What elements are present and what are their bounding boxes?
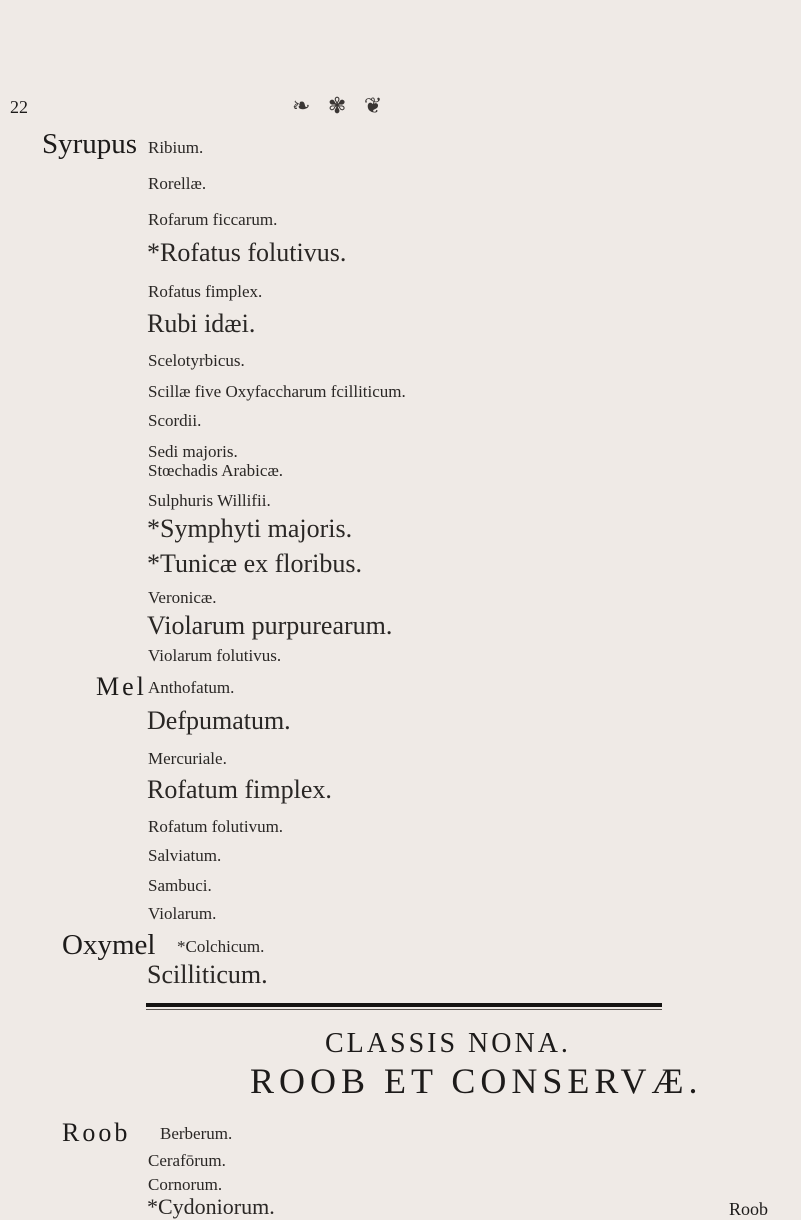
syrupus-item: Violarum folutivus. <box>148 646 282 665</box>
syrupus-item: Stœchadis Arabicæ. <box>148 461 284 480</box>
classis-heading: CLASSIS NONA. <box>325 1028 571 1059</box>
syrupus-item: Rorellæ. <box>148 174 207 193</box>
roob-item: Berberum. <box>160 1124 233 1143</box>
section-title: ROOB ET CONSERVÆ. <box>250 1061 703 1101</box>
syrupus-item: Scelotyrbicus. <box>148 351 245 370</box>
mel-item: Rofatum fimplex. <box>147 775 332 804</box>
mel-item: Mercuriale. <box>148 749 227 768</box>
mel-label: Mel <box>96 672 147 701</box>
section-divider <box>146 1003 662 1007</box>
oxymel-item: *Colchicum. <box>177 937 265 956</box>
syrupus-item: Scillæ five Oxyfaccharum fcilliticum. <box>148 382 406 401</box>
catchword: Roob <box>729 1199 769 1219</box>
syrupus-item: Scordii. <box>148 411 202 430</box>
oxymel-item: Scilliticum. <box>147 960 268 989</box>
section-divider-thin <box>146 1009 662 1010</box>
ornament-icon: ❧ ✾ ❦ <box>292 93 389 118</box>
syrupus-item: *Symphyti majoris. <box>147 514 353 543</box>
syrupus-item: *Tunicæ ex floribus. <box>147 549 362 578</box>
roob-item: Cornorum. <box>148 1175 223 1194</box>
syrupus-item: Veronicæ. <box>148 588 217 607</box>
syrupus-item: Violarum purpurearum. <box>147 611 393 640</box>
mel-item: Violarum. <box>148 904 217 923</box>
mel-item: Anthofatum. <box>148 678 235 697</box>
mel-item: Salviatum. <box>148 846 222 865</box>
roob-item: *Cydoniorum. <box>147 1194 275 1219</box>
mel-item: Rofatum folutivum. <box>148 817 284 836</box>
page-number: 22 <box>10 97 28 117</box>
roob-item: Cerafōrum. <box>148 1151 226 1170</box>
syrupus-item: Rofatus fimplex. <box>148 282 263 301</box>
syrupus-item: Rubi idæi. <box>147 309 256 338</box>
oxymel-label: Oxymel <box>62 929 156 961</box>
syrupus-item: Sedi majoris. <box>148 442 238 461</box>
roob-label: Roob <box>62 1118 131 1147</box>
syrupus-item: Sulphuris Willifii. <box>148 491 271 510</box>
syrupus-item-ribium: Ribium. <box>148 138 204 157</box>
mel-item: Sambuci. <box>148 876 212 895</box>
mel-item: Defpumatum. <box>147 706 291 735</box>
syrupus-item: *Rofatus folutivus. <box>147 238 347 267</box>
syrupus-item: Rofarum ficcarum. <box>148 210 278 229</box>
syrupus-label: Syrupus <box>42 128 138 160</box>
